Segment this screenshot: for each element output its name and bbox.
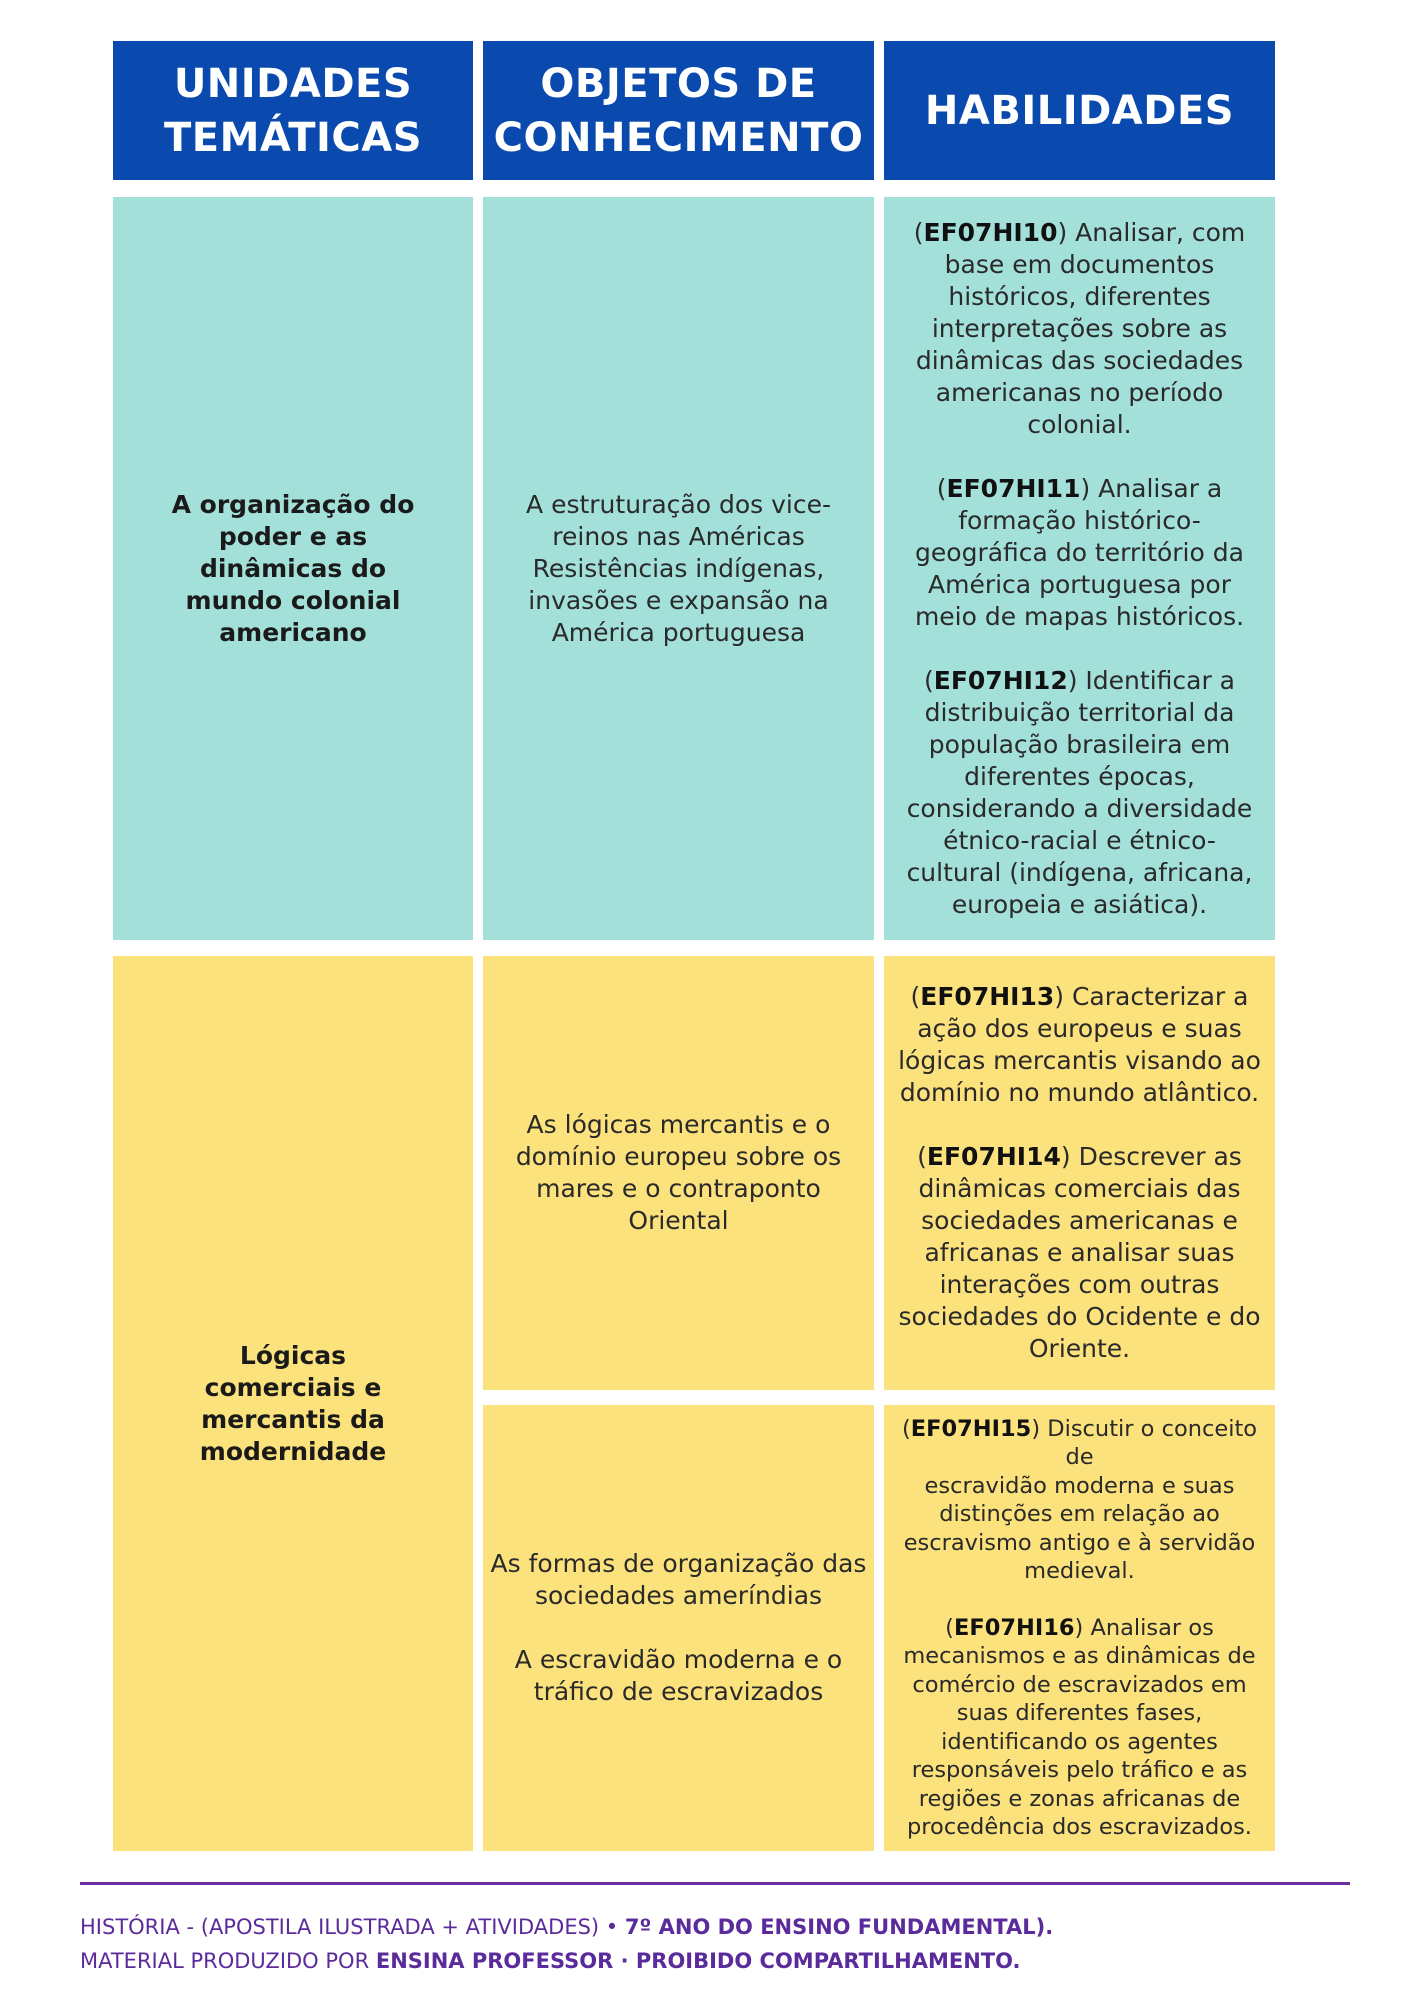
row1-objects-text: A estruturação dos vice- reinos nas Américas Resistências indígenas, invasões e expansão na América portuguesa (526, 489, 831, 647)
skill-ef07hi11: (EF07HI11) Analisar a formação histórico- geográfica do território da América portuguesa por meio de mapas históricos. (914, 473, 1245, 631)
row1-skills-cell (884, 197, 1275, 940)
skill-text: ) Caracterizar a ação dos europeus e suas lógicas mercantis visando ao domínio no mundo atlântico. (898, 982, 1261, 1107)
header-objetos-label: OBJETOS DE CONHECIMENTO (493, 60, 864, 161)
skill-text: ) Descrever as dinâmicas comerciais das sociedades americanas e africanas e analisar suas interações com outras sociedades do Ocidente e do Oriente. (898, 1142, 1261, 1363)
skill-ef07hi16: (EF07HI16) Analisar os mecanismos e as dinâmicas de comércio de escravizados em suas diferentes fases, identificando os agentes responsáveis pelo tráfico e as regiões e zonas africanas de procedência dos escravizados. (903, 1614, 1256, 1840)
skill-text: ) Discutir o conceito de escravidão moderna e suas distinções em relação ao escravismo antigo e à servidão medieval. (903, 1415, 1258, 1584)
skill-code: EF07HI10 (923, 217, 1058, 247)
header-objetos-conhecimento (483, 41, 874, 180)
skill-code: EF07HI15 (910, 1415, 1032, 1442)
row1-unit-text: A organização do poder e as dinâmicas do mundo colonial americano (171, 489, 415, 647)
skill-code: EF07HI11 (946, 473, 1081, 503)
skill-code: EF07HI12 (933, 665, 1068, 695)
skill-code: EF07HI13 (920, 982, 1055, 1011)
row1-skills (897, 217, 1263, 921)
row2a-objects-cell (483, 956, 874, 1390)
footer-course: HISTÓRIA - (APOSTILA ILUSTRADA + ATIVIDADES) • (80, 1915, 625, 1939)
row2a-skills (888, 981, 1271, 1365)
row2-unit-cell (113, 956, 473, 1851)
skill-text: ) Analisar, com base em documentos históricos, diferentes interpretações sobre as dinâmicas das sociedades americanas no período colonial. (915, 217, 1246, 439)
row2b-objects-text: As formas de organização das sociedades ameríndias A escravidão moderna e o tráfico de escravizados (490, 1549, 867, 1706)
row2b-objects-cell (483, 1405, 874, 1851)
header-unidades-label: UNIDADES TEMÁTICAS (163, 60, 423, 161)
header-habilidades (884, 41, 1275, 180)
footer-producer-label: MATERIAL PRODUZIDO POR (80, 1949, 376, 1973)
footer-line-2 (80, 1949, 1021, 1973)
footer-grade: 7º ANO DO ENSINO FUNDAMENTAL (624, 1915, 1036, 1939)
row1-unit-cell (113, 197, 473, 940)
footer-line-1 (80, 1915, 1053, 1939)
row2a-skills-cell (884, 956, 1275, 1390)
header-unidades-tematicas (113, 41, 473, 180)
row2b-skills-cell (884, 1405, 1275, 1851)
row2a-objects-text: As lógicas mercantis e o domínio europeu sobre os mares e o contraponto Oriental (515, 1110, 842, 1235)
header-habilidades-label: HABILIDADES (924, 87, 1235, 134)
footer-producer-notice: ENSINA PROFESSOR · PROIBIDO COMPARTILHAMENTO. (375, 1949, 1021, 1973)
skill-text: ) Identificar a distribuição territorial da população brasileira em diferentes épocas, considerando a diversidade étnico-racial e étnico- cultural (indígena, africana, europeia e asiática). (906, 665, 1253, 919)
skill-ef07hi12: (EF07HI12) Identificar a distribuição territorial da população brasileira em diferentes épocas, considerando a diversidade étnico-racial e étnico- cultural (indígena, africana, europeia e asiática). (906, 665, 1253, 919)
row2b-skills (884, 1415, 1275, 1842)
skill-ef07hi15: (EF07HI15) Discutir o conceito de escravidão moderna e suas distinções em relação ao escravismo antigo e à servidão medieval. (901, 1415, 1258, 1584)
skill-text: ) Analisar a formação histórico- geográfica do território da América portuguesa por meio de mapas históricos. (914, 473, 1245, 631)
footer-line1-end: ). (1035, 1915, 1054, 1939)
skill-ef07hi13: (EF07HI13) Caracterizar a ação dos europeus e suas lógicas mercantis visando ao domínio no mundo atlântico. (898, 982, 1261, 1107)
skill-text: ) Analisar os mecanismos e as dinâmicas de comércio de escravizados em suas diferentes fases, identificando os agentes responsáveis pelo tráfico e as regiões e zonas africanas de procedência dos escravizados. (903, 1614, 1256, 1840)
skill-ef07hi14: (EF07HI14) Descrever as dinâmicas comerciais das sociedades americanas e africanas e analisar suas interações com outras sociedades do Ocidente e do Oriente. (898, 1142, 1261, 1363)
skill-code: EF07HI14 (926, 1142, 1061, 1171)
row1-objects-cell (483, 197, 874, 940)
footer-divider (80, 1882, 1350, 1885)
skill-ef07hi10: (EF07HI10) Analisar, com base em documentos históricos, diferentes interpretações sobre as dinâmicas das sociedades americanas no período colonial. (913, 217, 1246, 439)
skill-code: EF07HI16 (953, 1614, 1075, 1641)
row2-unit-text: Lógicas comerciais e mercantis da modernidade (199, 1340, 387, 1466)
